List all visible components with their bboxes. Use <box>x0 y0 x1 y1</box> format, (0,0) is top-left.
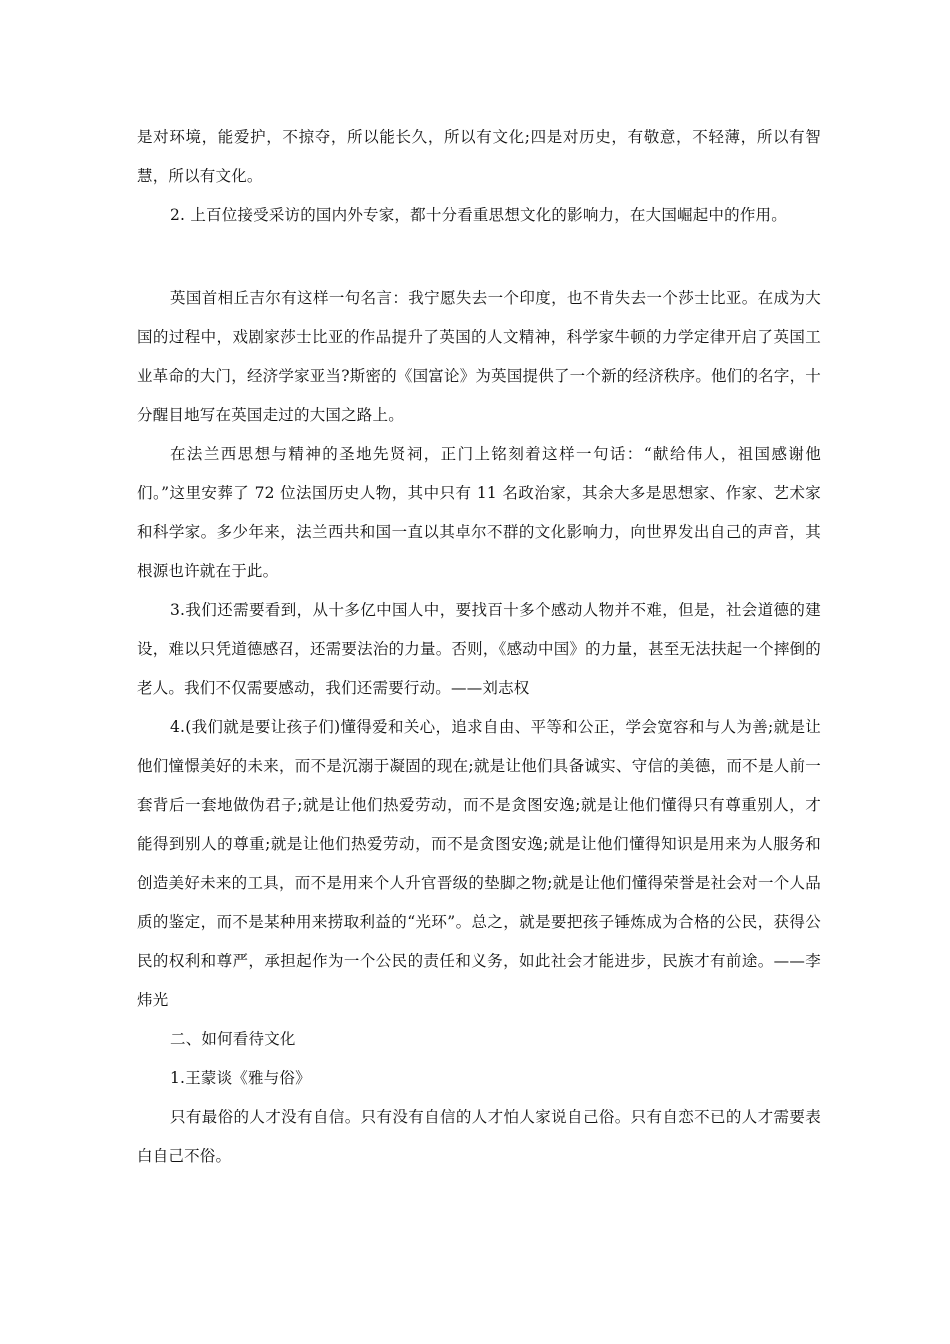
paragraph-churchill-quote: 英国首相丘吉尔有这样一句名言：我宁愿失去一个印度，也不肯失去一个莎士比亚。在成为大国的过程中，戏剧家莎士比亚的作品提升了英国的人文精神，科学家牛顿的力学定律开启了英国工业革命的大门，经济学家亚当?斯密的《国富论》为英国提供了一个新的经济秩序。他们的名字，十分醒目地写在英国走过的大国之路上。 <box>137 289 821 424</box>
paragraph-continuation: 是对环境，能爱护，不掠夺，所以能长久，所以有文化;四是对历史，有敬意，不轻薄，所以有智慧，所以有文化。 <box>137 128 821 185</box>
paragraph-point-2: 2. 上百位接受采访的国内外专家，都十分看重思想文化的影响力，在大国崛起中的作用。 <box>170 206 787 224</box>
subsection-heading: 1.王蒙谈《雅与俗》 <box>170 1069 311 1087</box>
paragraph-wang-meng: 只有最俗的人才没有自信。只有没有自信的人才怕人家说自己俗。只有自恋不已的人才需要表白自己不俗。 <box>137 1108 821 1165</box>
paragraph-point-3: 3.我们还需要看到，从十多亿中国人中，要找百十多个感动人物并不难，但是，社会道德的建设，难以只凭道德感召，还需要法治的力量。否则，《感动中国》的力量，甚至无法扶起一个摔倒的老人。我们不仅需要感动，我们还需要行动。——刘志权 <box>137 601 821 697</box>
section-heading: 二、如何看待文化 <box>170 1030 296 1048</box>
document-body <box>137 118 821 1176</box>
paragraph-point-4: 4.(我们就是要让孩子们)懂得爱和关心，追求自由、平等和公正，学会宽容和与人为善;就是让他们憧憬美好的未来，而不是沉溺于凝固的现在;就是让他们具备诚实、守信的美德，而不是人前一套背后一套地做伪君子;就是让他们热爱劳动，而不是贪图安逸;就是让他们懂得只有尊重别人，才能得到别人的尊重;就是让他们热爱劳动，而不是贪图安逸;就是让他们懂得知识是用来为人服务和创造美好未来的工具，而不是用来个人升官晋级的垫脚之物;就是让他们懂得荣誉是社会对一个人品质的鉴定，而不是某种用来捞取利益的“光环”。总之，就是要把孩子锤炼成为合格的公民，获得公民的权利和尊严，承担起作为一个公民的责任和义务，如此社会才能进步，民族才有前途。——李炜光 <box>137 718 821 1009</box>
paragraph-pantheon: 在法兰西思想与精神的圣地先贤祠，正门上铭刻着这样一句话：“献给伟人，祖国感谢他们。”这里安葬了 72 位法国历史人物，其中只有 11 名政治家，其余大多是思想家、作家、艺术家和科学家。多少年来，法兰西共和国一直以其卓尔不群的文化影响力，向世界发出自己的声音，其根源也许就在于此。 <box>137 445 821 580</box>
